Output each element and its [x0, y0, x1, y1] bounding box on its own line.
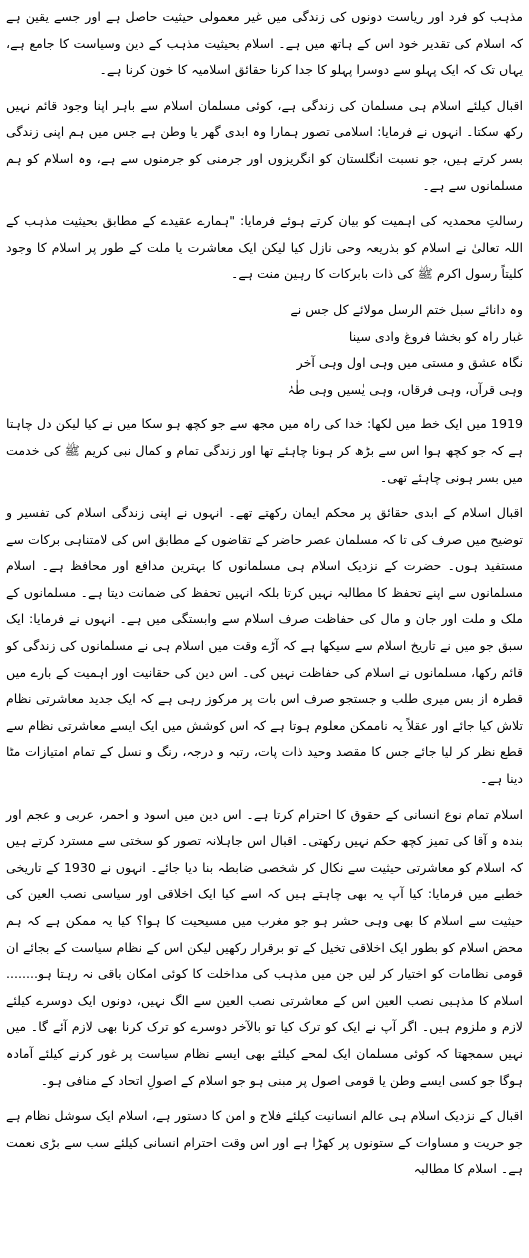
poem-verse: وہی قرآں، وہی فرقاں، وہی یٰسیں وہی طٰہٰ [287, 381, 523, 397]
paragraph-religion-and-state: مذہب کو فرد اور ریاست دونوں کی زندگی میں غیر معمولی حیثیت حاصل ہے اور جسے یقین ہے کہ اسلام کی تقدیر خود اس کے ہاتھ میں ہے۔ اسلام بحیثیت مذہب کے دین وسیاست کا جامع ہے، یہاں تک کہ ایک پہلو سے دوسرا پہلو کا جدا کرنا حقائق اسلامیہ کا خون کرنا ہے۔ [6, 9, 523, 78]
paragraph-islam-life-of-muslim: اقبال کیلئے اسلام ہی مسلمان کی زندگی ہے، کوئی مسلمان اسلام سے باہر اپنا وجود قائم نہیں رکھ سکتا۔ انہوں نے فرمایا: اسلامی تصور ہمارا وہ ابدی گھر یا وطن ہے جس میں ہم اپنی زندگی بسر کرتے ہیں، جو نسبت انگلستان کو انگریزوں اور جرمنی کو جرمنوں سے ہے، وہ اسلام کو ہم مسلمانوں سے ہے۔ [6, 97, 523, 193]
paragraph-letter-1919: 1919 میں ایک خط میں لکھا: خدا کی راہ میں مجھ سے جو کچھ ہو سکا میں نے کیا لیکن دل چاہتا ہے کہ جو کچھ ہوا اس سے بڑھ کر ہونا چاہئے تھا اور زندگی تمام و کمال نبی کریم ﷺ کی خدمت میں بسر ہونی چاہئے تھی۔ [6, 416, 523, 485]
poem-verse: نگاہ عشق و مستی میں وہی اول وہی آخر [296, 355, 523, 371]
paragraph-eternal-truths: اقبال اسلام کے ابدی حقائق پر محکم ایمان رکھتے تھے۔ انہوں نے اپنی زندگی اسلام کی تفسیر و توضیح میں صرف کی تا کہ مسلمان عصر حاضر کے تقاضوں کے مطابق اس کی لامتناہی برکات سے مستفید ہوں۔ حضرت کے نزدیک اسلام ہی مسلمانوں کا بہترین مدافع اور محافظ ہے۔ اسلام مسلمانوں سے اپنے تحفظ کا مطالبہ نہیں کرتا بلکہ انہیں تحفظ کی ضمانت دیتا ہے۔ مسلمانوں کے ملک و ملت اور جان و مال کی حفاظت صرف اسلام سے وابستگی میں ہے۔ انہوں نے فرمایا: ایک سبق جو میں نے تاریخ اسلام سے سیکھا ہے کہ آڑے وقت میں اسلام ہی نے مسلمانوں کی زندگی کو قائم رکھا، مسلمانوں نے اسلام کی حفاظت نہیں کی۔ اس دین کی حقانیت اور اہمیت کے بارے میں قطرہ از بس میری طلب و جستجو صرف اس بات پر مرکوز رہی ہے کہ ایک جدید معاشرتی نظام تلاش کیا جائے اور عقلاً یہ ناممکن معلوم ہوتا ہے کہ اس کوشش میں ایک ایسے معاشرتی نظام سے قطع نظر کر لیا جائے جس کا مقصد وحید ذات پات، رتبہ و درجہ، رنگ و نسل کے تمام امتیازات مٹا دینا ہے۔ [6, 505, 523, 787]
paragraph-human-rights: اسلام تمام نوع انسانی کے حقوق کا احترام کرتا ہے۔ اس دین میں اسود و احمر، عربی و عجم اور بندہ و آقا کی تمیز کچھ حکم نہیں رکھتی۔ اقبال اس جاہلانہ تصور کو سختی سے مسترد کرتے ہیں کہ اسلام کو معاشرتی حیثیت سے نکال کر شخصی ضابطہ بنا دیا جائے۔ انہوں نے 1930 کے تاریخی خطبے میں فرمایا: کیا آپ یہ بھی چاہتے ہیں کہ اسے کیا ایک اخلاقی اور سیاسی نصب العین کی حیثیت سے اسلام کا بھی وہی حشر ہو جو مغرب میں مسیحیت کا ہوا؟ کیا یہ ممکن ہے کہ ہم محض اسلام کو بطور ایک اخلاقی تخیل کے تو برقرار رکھیں لیکن اس کے نظام سیاست کے بجائے ان قومی نظامات کو اختیار کر لیں جن میں مذہب کی مداخلت کا کوئی امکان باقی نہ رہتا ہو........ اسلام کا مذہبی نصب العین اس کے معاشرتی نصب العین سے الگ نہیں، دونوں ایک دوسرے کیلئے لازم و ملزوم ہیں۔ اگر آپ نے ایک کو ترک کیا تو بالآخر دوسرے کو ترک کرنا بھی لازم آئے گا۔ میں نہیں سمجھتا کہ کوئی مسلمان ایک لمحے کیلئے بھی ایسے نظام سیاست پر غور کرنے کیلئے آمادہ ہوگا جو کسی ایسے وطن یا قومی اصول پر مبنی ہو جو اسلام کے اصولِ اتحاد کے منافی ہو۔ [6, 806, 523, 1088]
poem-verse: وہ دانائے سبل ختم الرسل مولائے کل جس نے [290, 301, 523, 317]
poem-verses [6, 297, 523, 403]
paragraph-prophethood-importance: رسالتِ محمدیہ کی اہمیت کو بیان کرتے ہوئے فرمایا: "ہمارے عقیدے کے مطابق بحیثیت مذہب کے اللہ تعالیٰ نے اسلام کو بذریعہ وحی نازل کیا لیکن ایک معاشرت یا ملت کے طور پر اسلام کا وجود کلیتاً رسول اکرم ﷺ کی ذات بابرکات کا رہین منت ہے۔ [6, 213, 523, 282]
poem-verse: غبار راہ کو بخشا فروغ وادی سینا [348, 328, 523, 344]
paragraph-social-system: اقبال کے نزدیک اسلام ہی عالم انسانیت کیلئے فلاح و امن کا دستور ہے، اسلام ایک سوشل نظام ہے جو حریت و مساوات کے ستونوں پر کھڑا ہے اور اس وقت احترام انسانی کیلئے سب سے بڑی نعمت ہے۔ اسلام کا مطالبہ [6, 1108, 523, 1177]
